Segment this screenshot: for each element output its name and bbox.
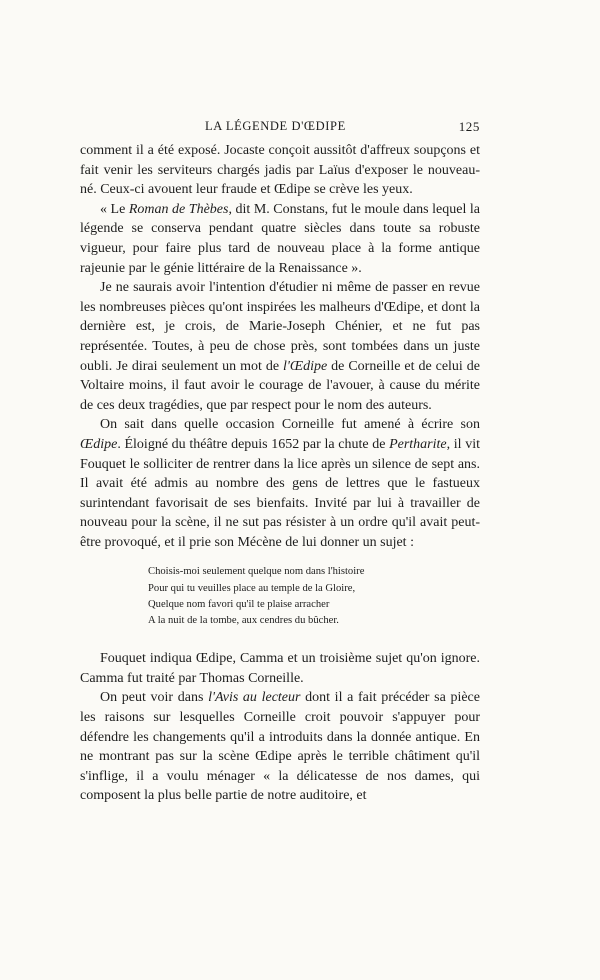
paragraph-3	[80, 278, 480, 415]
verse-line: A la nuit de la tombe, aux cendres du bûcher.	[148, 615, 339, 627]
page-number: 125	[458, 119, 480, 134]
text-run: , il vit Fouquet le solliciter de rentrer dans la lice après un silence de sept ans. Il avait été admis au nombre des gens de lettres que le fastueux surintendant favorisait de ses bienfaits. Invité par lui à travailler de nouveau pour la scène, il ne sut pas résister à un ordre qu'il avait peut-être provoqué, et il prie son Mécène de lui donner un sujet :	[80, 436, 480, 550]
italic-title: Roman de Thèbes	[128, 201, 229, 217]
paragraph-4	[80, 415, 480, 552]
verse-quote	[148, 564, 480, 629]
text-run: de Corneille et de celui de Voltaire moins, il faut avoir le courage de l'avouer, à cause du mérite de ces deux tragédies, que par respect pour le nom des auteurs.	[80, 358, 480, 413]
body-text	[80, 141, 480, 806]
italic-title: Pertharite	[389, 436, 447, 452]
paragraph-5	[80, 649, 480, 688]
paragraph-1-text: comment il a été exposé. Jocaste conçoit aussitôt d'affreux soupçons et fait venir les serviteurs chargés jadis par Laïus d'exposer le nouveau-né. Ceux-ci avouent leur fraude et Œdipe se crève les yeux.	[80, 143, 480, 198]
italic-title: Œdipe	[80, 436, 118, 452]
text-run: On peut voir dans	[100, 690, 209, 706]
italic-title: l'Avis au lecteur	[208, 690, 301, 706]
text-run: Je ne saurais avoir l'intention d'étudier ni même de passer en revue les nombreuses pièces qu'ont inspirées les malheurs d'Œdipe, et dont la dernière est, je crois, de Marie-Joseph Chénier, et ne fut pas représentée. Toutes, à peu de chose près, sont tombées dans un juste oubli. Je dirai seulement un mot de	[80, 280, 480, 374]
verse-line: Quelque nom favori qu'il te plaise arracher	[148, 598, 330, 610]
verse-line: Pour qui tu veuilles place au temple de la Gloire,	[148, 582, 356, 594]
text-run: . Éloigné du théâtre depuis 1652 par la chute de	[117, 436, 390, 452]
paragraph-5-text: Fouquet indiqua Œdipe, Camma et un troisième sujet qu'on ignore. Camma fut traité par Thomas Corneille.	[80, 651, 480, 686]
running-title: LA LÉGENDE D'ŒDIPE	[205, 119, 346, 133]
text-run: « Le	[100, 201, 129, 217]
paragraph-6	[80, 688, 480, 806]
page-header	[80, 119, 480, 139]
paragraph-1	[80, 141, 480, 200]
verse-line: Choisis-moi seulement quelque nom dans l'histoire	[148, 566, 365, 578]
italic-title: l'Œdipe	[283, 358, 328, 374]
text-run: On sait dans quelle occasion Corneille fut amené à écrire son	[100, 417, 480, 433]
text-run: , dit M. Constans, fut le moule dans lequel la légende se conserva pendant quatre siècles dans toute sa robuste vigueur, pour faire plus tard de nouveau place à la forme antique rajeunie par le génie littéraire de la Renaissance ».	[80, 201, 481, 276]
text-run: dont il a fait précéder sa pièce les raisons sur lesquelles Corneille croit pouvoir s'appuyer pour défendre les changements qu'il a introduits dans la donnée antique. En ne montrant pas sur la scène Œdipe après le terrible châtiment qu'il s'inflige, il a voulu ménager « la délicatesse de nos dames, qui composent la plus belle partie de notre auditoire, et	[80, 690, 480, 804]
paragraph-2	[80, 200, 480, 278]
